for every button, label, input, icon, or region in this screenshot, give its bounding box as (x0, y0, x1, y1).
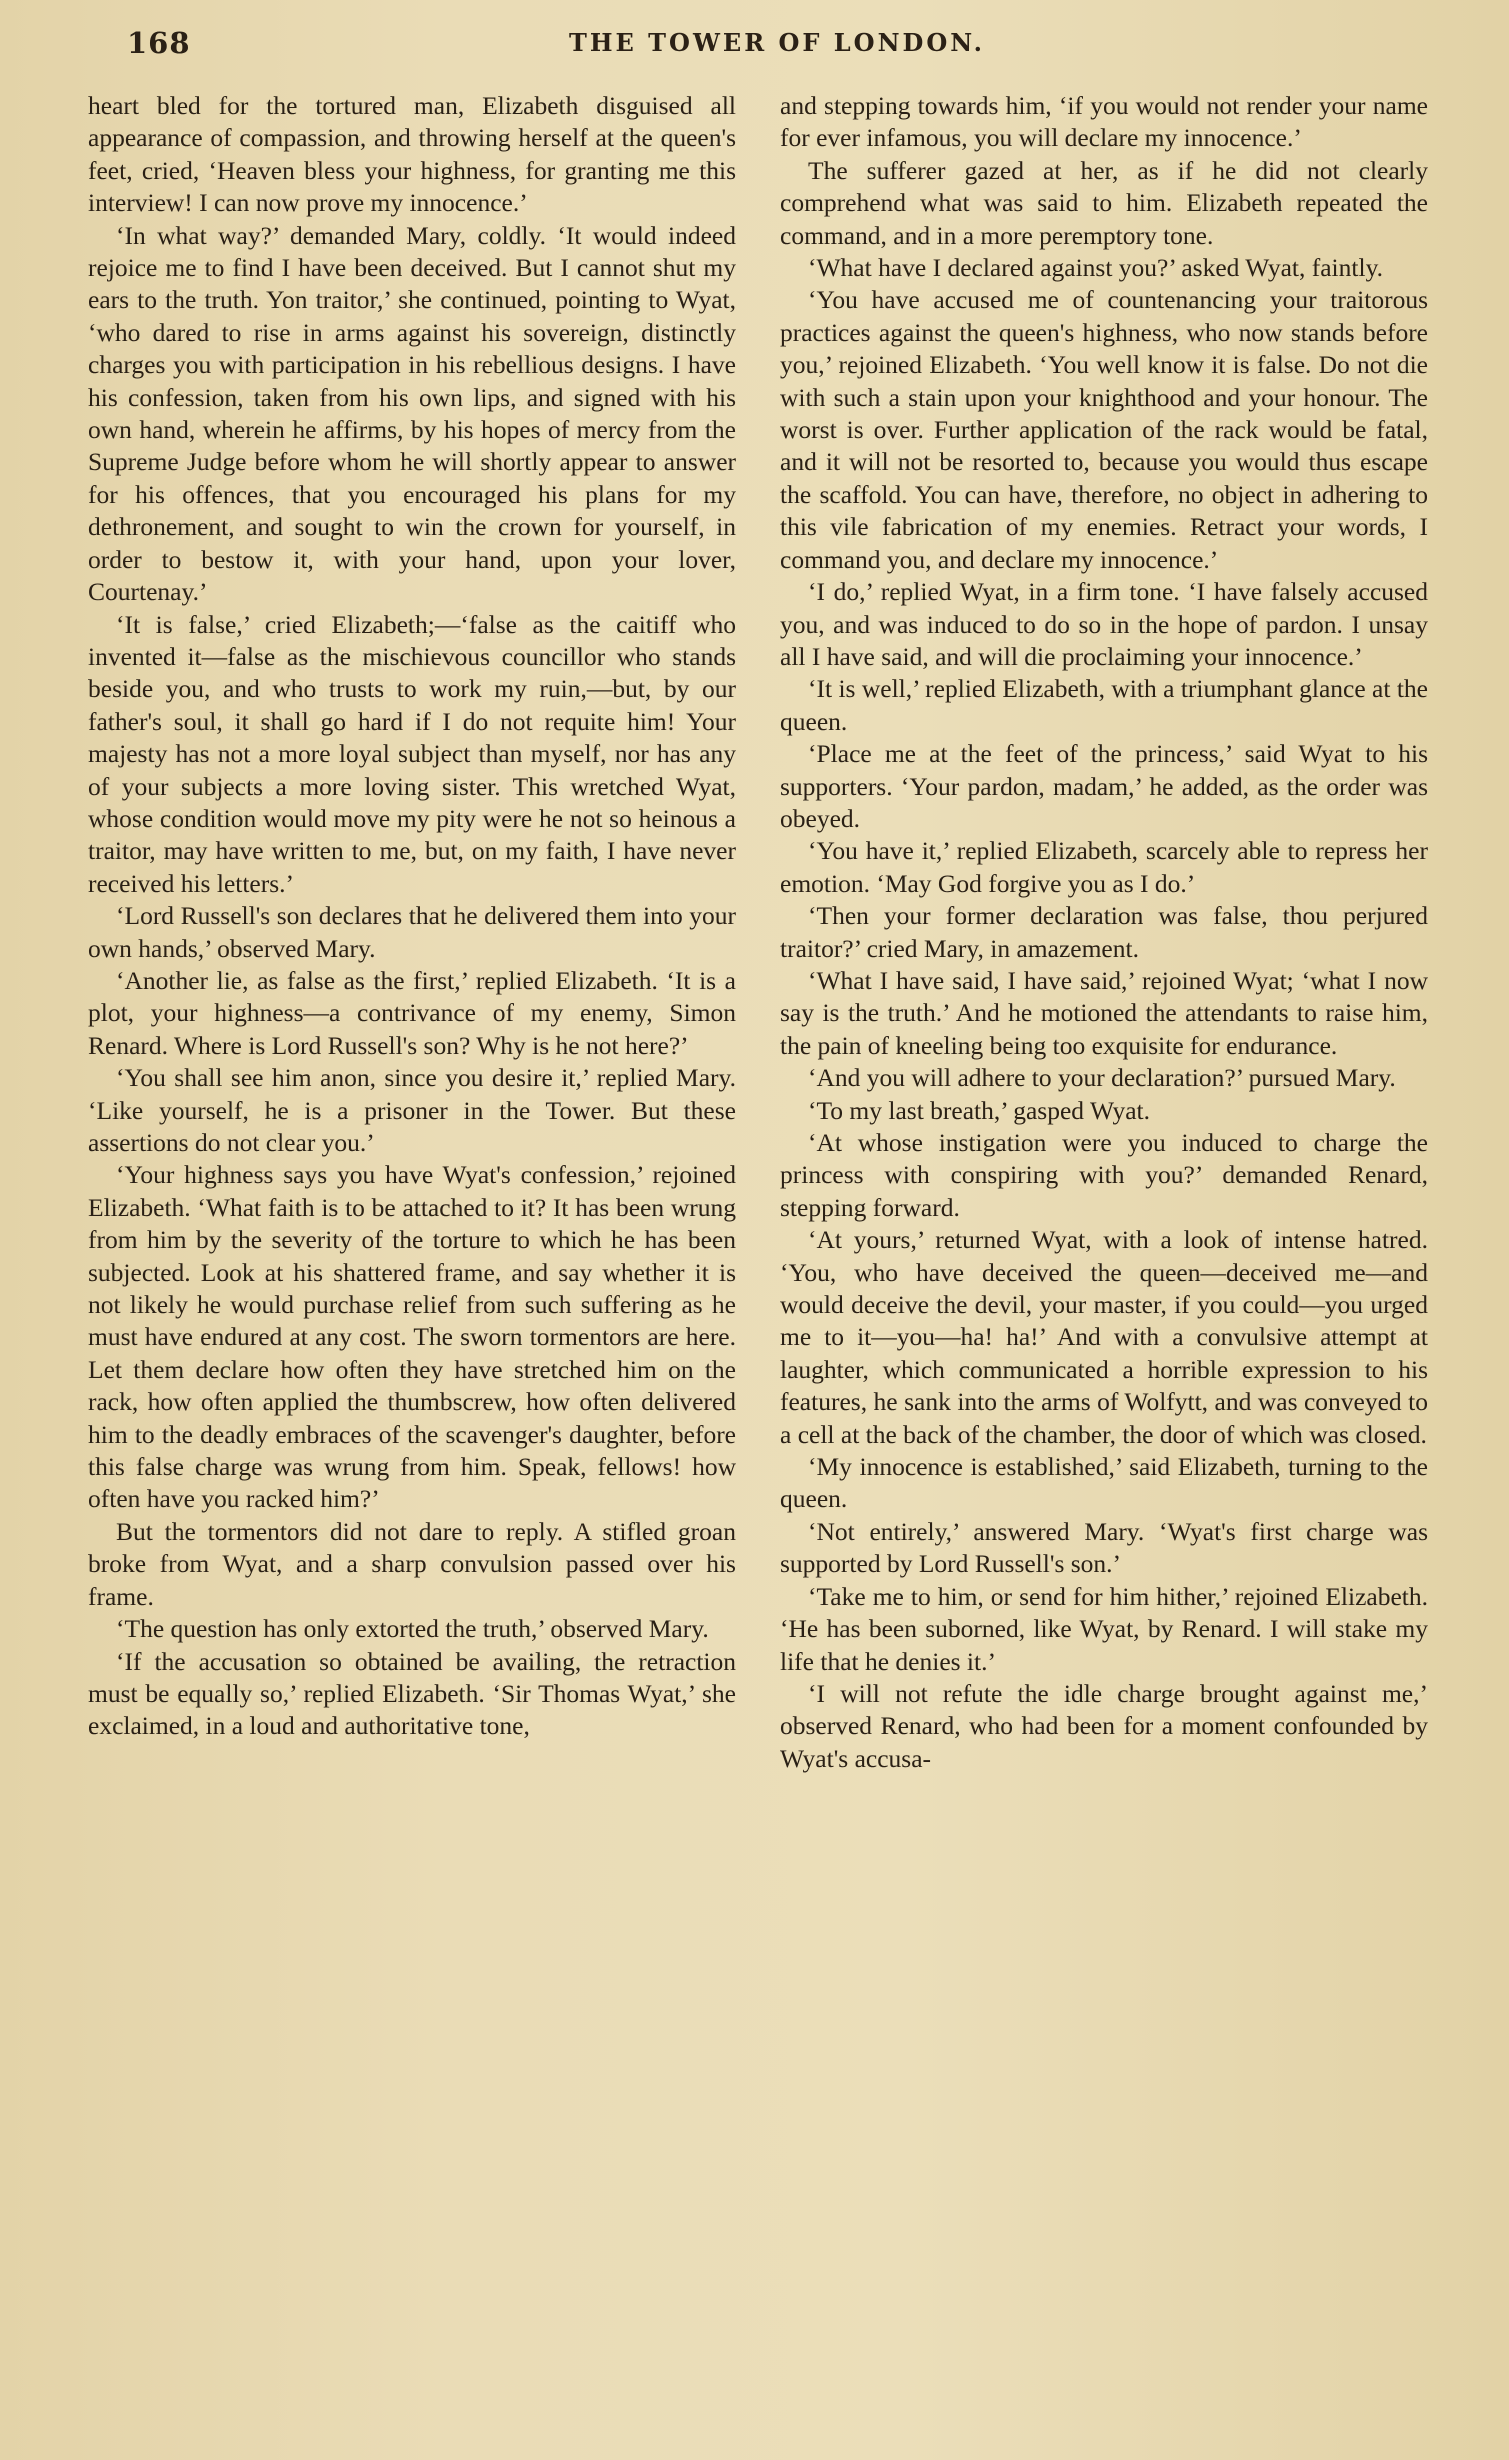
paragraph: But the tormentors did not dare to reply. A stifled groan broke from Wyat, and a sharp convulsion passed over his frame. (88, 1516, 736, 1611)
paragraph: ‘Not entirely,’ answered Mary. ‘Wyat's first charge was supported by Lord Russell's son.’ (780, 1516, 1428, 1579)
paragraph: ‘To my last breath,’ gasped Wyat. (808, 1095, 1151, 1125)
paragraph: ‘Place me at the feet of the princess,’ said Wyat to his supporters. ‘Your pardon, madam,’ he added, as the order was obeyed. (780, 739, 1428, 833)
page-number: 168 (127, 26, 191, 60)
paragraph: ‘At whose instigation were you induced to charge the princess with conspiring with you?’ demanded Renard, stepping forward. (780, 1128, 1428, 1222)
paragraph: ‘What I have said, I have said,’ rejoined Wyat; ‘what I now say is the truth.’ And he motioned the attendants to raise him, the pain of kneeling being too exquisite for endurance. (780, 965, 1428, 1060)
paragraph: ‘And you will adhere to your declaration?’ pursued Mary. (808, 1063, 1396, 1093)
paragraph: ‘You have accused me of countenancing your traitorous practices against the queen's highness, who now stands before you,’ rejoined Elizabeth. ‘You well know it is false. Do not die with such a stain upon your knighthood and your honour. The worst is over. Further application of the rack would be fatal, and it will not be resorted to, because you would thus escape the scaffold. You can have, therefore, no object in adhering to this vile fabrication of my enemies. Retract your words, I command you, and declare my innocence.’ (780, 285, 1428, 574)
paragraph: ‘It is well,’ replied Elizabeth, with a triumphant glance at the queen. (780, 674, 1428, 736)
paragraph: ‘Lord Russell's son declares that he delivered them into your own hands,’ observed Mary. (88, 901, 736, 963)
paragraph: ‘I do,’ replied Wyat, in a firm tone. ‘I have falsely accused you, and was induced to do so in the hope of pardon. I unsay all I have said, and will die proclaiming your innocence.’ (780, 577, 1428, 671)
paragraph: ‘In what way?’ demanded Mary, coldly. ‘It would indeed rejoice me to find I have been deceived. But I cannot shut my ears to the truth. Yon traitor,’ she continued, pointing to Wyat, ‘who dared to rise in arms against his sovereign, distinctly charges you with participation in his rebellious designs. I have his confession, taken from his own lips, and signed with his own hand, wherein he affirms, by his hopes of mercy from the Supreme Judge before whom he will shortly appear to answer for his offences, that you encouraged his plans for my dethronement, and sought to win the crown for yourself, in order to bestow it, with your hand, upon your lover, Courtenay.’ (88, 220, 736, 607)
paragraph: and stepping towards him, ‘if you would not render your name for ever infamous, you will declare my innocence.’ (780, 91, 1428, 153)
paragraph: ‘I will not refute the idle charge brought against me,’ observed Renard, who had been for a moment confounded by Wyat's accusa- (780, 1678, 1428, 1773)
paragraph: ‘You shall see him anon, since you desire it,’ replied Mary. ‘Like yourself, he is a prisoner in the Tower. But these assertions do not clear you.’ (88, 1063, 736, 1157)
page-header (105, 20, 1449, 70)
paragraph: ‘If the accusation so obtained be availing, the retraction must be equally so,’ replied Elizabeth. ‘Sir Thomas Wyat,’ she exclaimed, in a loud and authoritative tone, (88, 1646, 736, 1741)
paragraph: ‘It is false,’ cried Elizabeth;—‘false as the caitiff who invented it—false as the mischievous councillor who stands beside you, and who trusts to work my ruin,—but, by our father's soul, it shall go hard if I do not requite him! Your majesty has not a more loyal subject than myself, nor has any of your subjects a more loving sister. This wretched Wyat, whose condition would move my pity were he not so heinous a traitor, may have written to me, but, on my faith, I have never received his letters.’ (88, 609, 736, 898)
running-title: THE TOWER OF LONDON. (569, 28, 985, 57)
paragraph: ‘What have I declared against you?’ asked Wyat, faintly. (808, 253, 1384, 283)
paragraph: ‘My innocence is established,’ said Elizabeth, turning to the queen. (780, 1452, 1428, 1514)
paragraph: ‘You have it,’ replied Elizabeth, scarcely able to repress her emotion. ‘May God forgive you as I do.’ (780, 836, 1428, 898)
paragraph: ‘Take me to him, or send for him hither,’ rejoined Elizabeth. ‘He has been suborned, like Wyat, by Renard. I will stake my life that he denies it.’ (780, 1581, 1428, 1676)
paragraph: heart bled for the tortured man, Elizabeth disguised all appearance of compassion, and throwing herself at the queen's feet, cried, ‘Heaven bless your highness, for granting me this interview! I can now prove my innocence.’ (88, 91, 736, 218)
paragraph: The sufferer gazed at her, as if he did not clearly comprehend what was said to him. Elizabeth repeated the command, and in a more peremptory tone. (780, 155, 1428, 250)
paragraph: ‘Then your former declaration was false, thou perjured traitor?’ cried Mary, in amazement. (780, 901, 1428, 963)
paragraph: ‘The question has only extorted the truth,’ observed Mary. (116, 1614, 709, 1644)
paragraph: ‘Another lie, as false as the first,’ replied Elizabeth. ‘It is a plot, your highness—a contrivance of my enemy, Simon Renard. Where is Lord Russell's son? Why is he not here?’ (88, 965, 736, 1060)
left-column (88, 90, 736, 1743)
paragraph: ‘Your highness says you have Wyat's confession,’ rejoined Elizabeth. ‘What faith is to be attached to it? It has been wrung from him by the severity of the torture to which he has been subjected. Look at his shattered frame, and say whether it is not likely he would purchase relief from such suffering as he must have endured at any cost. The sworn tormentors are here. Let them declare how often they have stretched him on the rack, how often applied the thumbscrew, how often delivered him to the deadly embraces of the scavenger's daughter, before this false charge was wrung from him. Speak, fellows! how often have you racked him?’ (88, 1160, 736, 1514)
paragraph: ‘At yours,’ returned Wyat, with a look of intense hatred. ‘You, who have deceived the queen—deceived me—and would deceive the devil, your master, if you could—you urged me to it—you—ha! ha!’ And with a convulsive attempt at laughter, which communicated a horrible expression to his features, he sank into the arms of Wolfytt, and was conveyed to a cell at the back of the chamber, the door of which was closed. (780, 1225, 1428, 1449)
right-column (780, 90, 1428, 1775)
